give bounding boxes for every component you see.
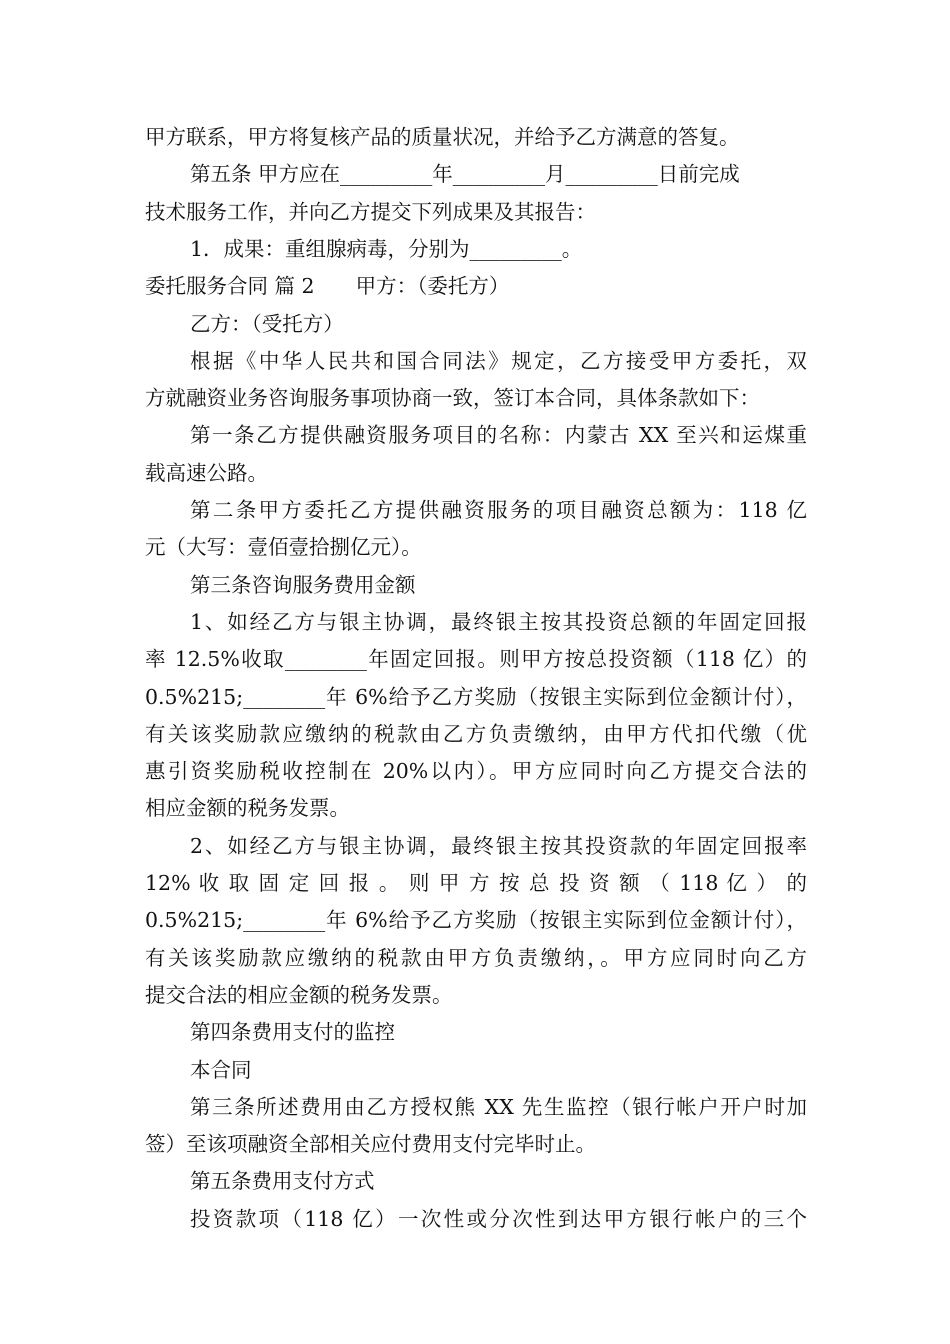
text-line: 0.5%215;________年 6%给予乙方奖励（按银主实际到位金额计付）， [145, 684, 807, 709]
text-line: 签）至该项融资全部相关应付费用支付完毕时止。 [145, 1132, 596, 1157]
text-line: 第一条乙方提供融资服务项目的名称：内蒙古 XX 至兴和运煤重 [190, 423, 807, 448]
text-line: 惠引资奖励税收控制在 20%以内）。甲方应同时向乙方提交合法的 [145, 759, 807, 784]
text-line: 第四条费用支付的监控 [190, 1020, 395, 1045]
text-line: 第五条 甲方应在_________年_________月_________日前完成 [190, 162, 740, 187]
text-line: 第三条所述费用由乙方授权熊 XX 先生监控（银行帐户开户时加 [190, 1094, 807, 1119]
text-line: 本合同 [190, 1057, 252, 1082]
text-line: 投资款项（118 亿）一次性或分次性到达甲方银行帐户的三个 [190, 1206, 807, 1231]
text-line: 提交合法的相应金额的税务发票。 [145, 982, 453, 1007]
text-line: 第二条甲方委托乙方提供融资服务的项目融资总额为：118 亿 [190, 498, 807, 522]
text-line: 1、如经乙方与银主协调，最终银主按其投资总额的年固定回报 [190, 609, 807, 634]
text-line: 相应金额的税务发票。 [145, 796, 350, 821]
text-line: 1．成果：重组腺病毒，分别为_________。 [190, 236, 583, 261]
text-line: 方就融资业务咨询服务事项协商一致，签订本合同，具体条款如下： [145, 386, 760, 411]
text-line: 率 12.5%收取________年固定回报。则甲方按总投资额（118 亿）的 [145, 647, 807, 672]
text-line: 有关该奖励款应缴纳的税款由乙方负责缴纳，由甲方代扣代缴（优 [145, 721, 807, 746]
text-line: 第五条费用支付方式 [190, 1169, 375, 1194]
text-line: 第三条咨询服务费用金额 [190, 572, 416, 597]
text-line: 2、如经乙方与银主协调，最终银主按其投资款的年固定回报率 [190, 833, 807, 858]
text-line: 技术服务工作，并向乙方提交下列成果及其报告： [145, 199, 596, 224]
text-line: 乙方：（受托方） [190, 311, 344, 336]
text-line: 12% 收 取 固 定 回 报 。 则 甲 方 按 总 投 资 额 （ 118 亿 ） 的 [145, 871, 807, 895]
text-line: 载高速公路。 [145, 460, 268, 485]
text-line: 甲方联系，甲方将复核产品的质量状况，并给予乙方满意的答复。 [145, 125, 740, 149]
text-line: 委托服务合同 篇 2 甲方：（委托方） [145, 274, 510, 299]
text-line: 元（大写：壹佰壹拾捌亿元）。 [145, 535, 422, 560]
text-line: 有关该奖励款应缴纳的税款由甲方负责缴纳，。甲方应同时向乙方 [145, 945, 807, 970]
text-line: 0.5%215;________年 6%给予乙方奖励（按银主实际到位金额计付）， [145, 908, 807, 933]
text-line: 根据《中华人民共和国合同法》规定，乙方接受甲方委托，双 [190, 348, 807, 373]
